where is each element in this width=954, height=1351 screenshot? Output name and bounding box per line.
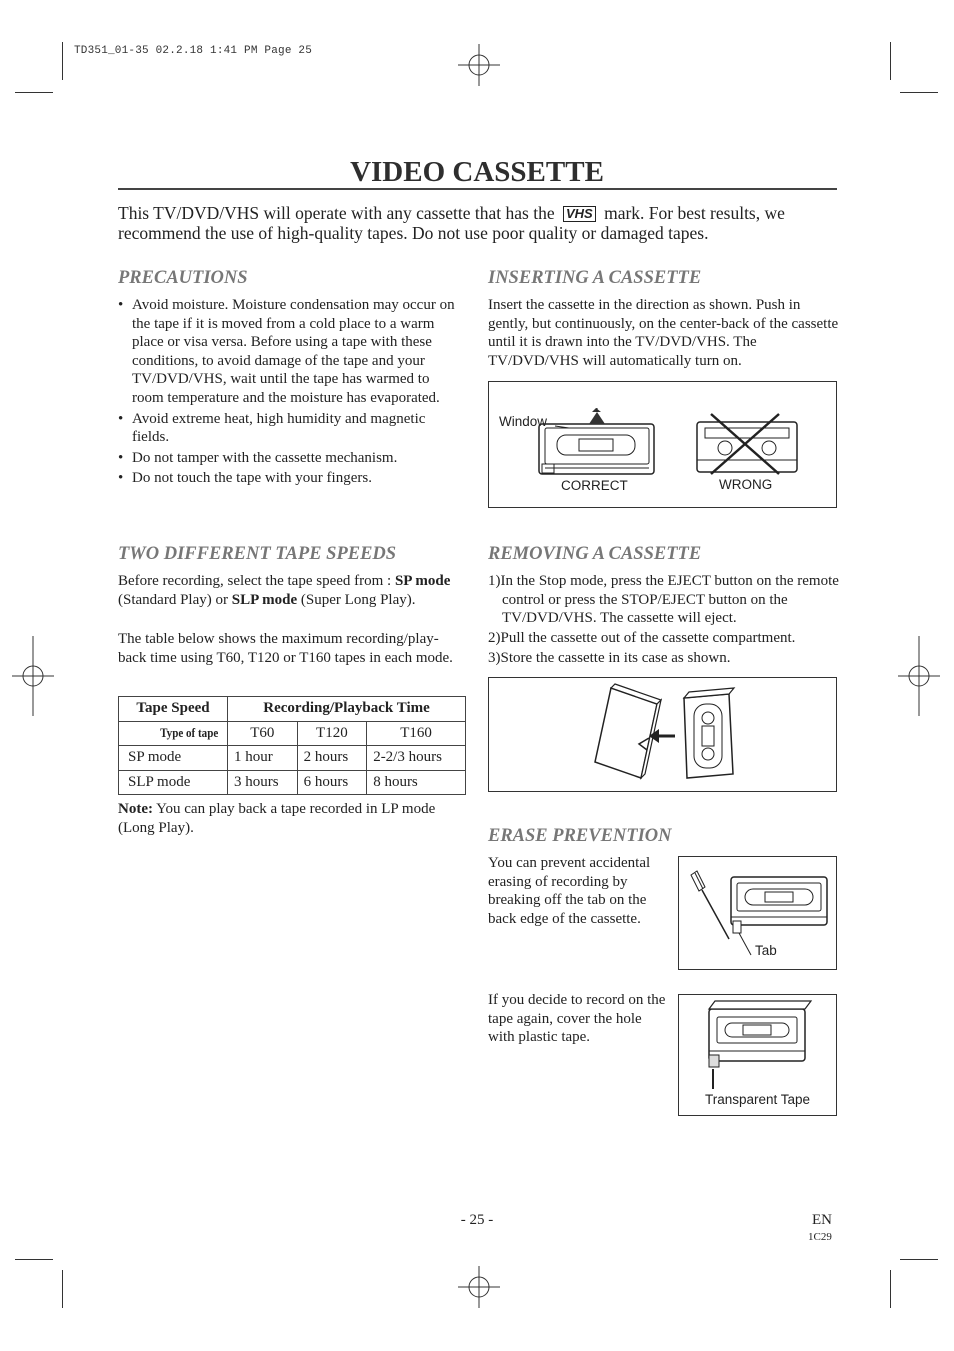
window-label: Window: [499, 414, 548, 429]
inserting-heading: INSERTING A CASSETTE: [488, 268, 702, 288]
erase-tab-figure: [678, 856, 837, 970]
tape-speeds-heading: TWO DIFFERENT TAPE SPEEDS: [118, 544, 397, 564]
intro-paragraph: [118, 203, 848, 243]
removing-figure: [488, 677, 837, 792]
intro-text-before: This TV/DVD/VHS will operate with any cassette that has the: [118, 203, 555, 223]
erase-heading: ERASE PREVENTION: [488, 826, 672, 846]
erase-text-2: If you decide to record on the tape again, cover the hole with plastic tape.: [488, 992, 666, 1046]
title-rule: [118, 188, 837, 190]
time-cell: 1 hour: [228, 746, 298, 771]
time-cell: 2-2/3 hours: [367, 746, 466, 771]
tape-t120: T120: [297, 721, 367, 746]
note-label: Note:: [118, 801, 153, 817]
erase-text-1: You can prevent accidental erasing of recording by breaking off the tab on the back edge of the cassette.: [488, 855, 651, 927]
inserting-text: Insert the cassette in the direction as shown. Push in gently, but continuously, on the center-back of the cassette until it is drawn into the TV/DVD/VHS. The TV/DVD/VHS will automatically turn on.: [488, 297, 839, 369]
table-subheader-row: [119, 721, 466, 746]
registration-mark-right: [898, 636, 940, 716]
precaution-item: • Avoid extreme heat, high humidity and magnetic fields.: [118, 410, 463, 447]
tape-speeds-table-intro: The table below shows the maximum recording/play-back time using T60, T120 or T160 tapes in each mode.: [118, 631, 453, 666]
cassette-case-illustration: [489, 678, 836, 791]
tape-speeds-intro: [118, 572, 466, 609]
time-cell: 2 hours: [297, 746, 367, 771]
registration-mark-bottom: [458, 1266, 500, 1308]
time-cell: 8 hours: [367, 770, 466, 795]
removing-step: 2)Pull the cassette out of the cassette compartment.: [488, 630, 796, 647]
table-row: [119, 770, 466, 795]
inserting-figure: [488, 381, 837, 508]
header-recording-time: Recording/Playback Time: [228, 697, 466, 722]
removing-step: 3)Store the cassette in its case as shown.: [488, 650, 731, 667]
intro-text-after: mark. For best results, we recommend the use of high-quality tapes. Do not use poor quality or damaged tapes.: [118, 203, 785, 243]
header-tape-speed: Tape Speed: [119, 697, 228, 722]
table-row: [119, 746, 466, 771]
table-header-row: [119, 697, 466, 722]
doc-code: 1C29: [808, 1231, 832, 1243]
removing-step: 1)In the Stop mode, press the EJECT button on the remote control or press the STOP/EJECT button on the TV/DVD/VHS. The cassette will eject.: [488, 573, 839, 627]
registration-mark-left: [12, 636, 54, 716]
time-cell: 3 hours: [228, 770, 298, 795]
tape-speeds-text: (Super Long Play).: [297, 591, 416, 608]
vhs-logo-icon: VHS: [563, 206, 596, 222]
transparent-tape-label: Transparent Tape: [705, 1092, 811, 1107]
precautions-heading: PRECAUTIONS: [118, 268, 248, 288]
transparent-tape-figure: [678, 994, 837, 1116]
precaution-item: • Do not tamper with the cassette mechanism.: [118, 449, 463, 468]
correct-label: CORRECT: [561, 478, 628, 493]
tab-label: Tab: [755, 943, 777, 958]
precaution-item: • Avoid moisture. Moisture condensation may occur on the tape if it is moved from a cold place to a warm place or visa versa. Before using a tape with these conditions, to avoid damage of the tape and your TV/DVD/VHS, wait until the tape has warmed to room temperature and the moisture has evaporated.: [118, 296, 463, 408]
removing-steps: [488, 572, 840, 669]
cassette-insert-illustration: [489, 382, 836, 507]
tape-t60: T60: [228, 721, 298, 746]
precaution-item: • Do not touch the tape with your fingers.: [118, 469, 463, 488]
type-of-tape-label: Type of tape: [159, 724, 218, 740]
note-text: You can play back a tape recorded in LP mode (Long Play).: [118, 801, 436, 836]
tape-speeds-table: [118, 696, 466, 795]
mode-cell: SLP mode: [119, 770, 228, 795]
page-title: VIDEO CASSETTE: [350, 156, 604, 188]
print-slug: TD351_01-35 02.2.18 1:41 PM Page 25: [74, 45, 313, 57]
tape-speeds-text: (Standard Play) or: [118, 591, 232, 608]
tape-t160: T160: [367, 721, 466, 746]
tape-speeds-note: [118, 800, 466, 837]
mode-cell: SP mode: [119, 746, 228, 771]
precautions-list: [118, 296, 463, 490]
sp-mode-term: SP mode: [394, 573, 451, 589]
time-cell: 6 hours: [297, 770, 367, 795]
removing-heading: REMOVING A CASSETTE: [488, 544, 702, 564]
registration-mark-top: [458, 44, 500, 86]
wrong-label: WRONG: [719, 477, 773, 492]
type-of-tape-cell: [119, 721, 228, 746]
tape-speeds-text: Before recording, select the tape speed from :: [118, 573, 395, 589]
slp-mode-term: SLP mode: [231, 591, 298, 608]
page-number: - 25 -: [460, 1212, 494, 1228]
language-code: EN: [812, 1212, 832, 1228]
